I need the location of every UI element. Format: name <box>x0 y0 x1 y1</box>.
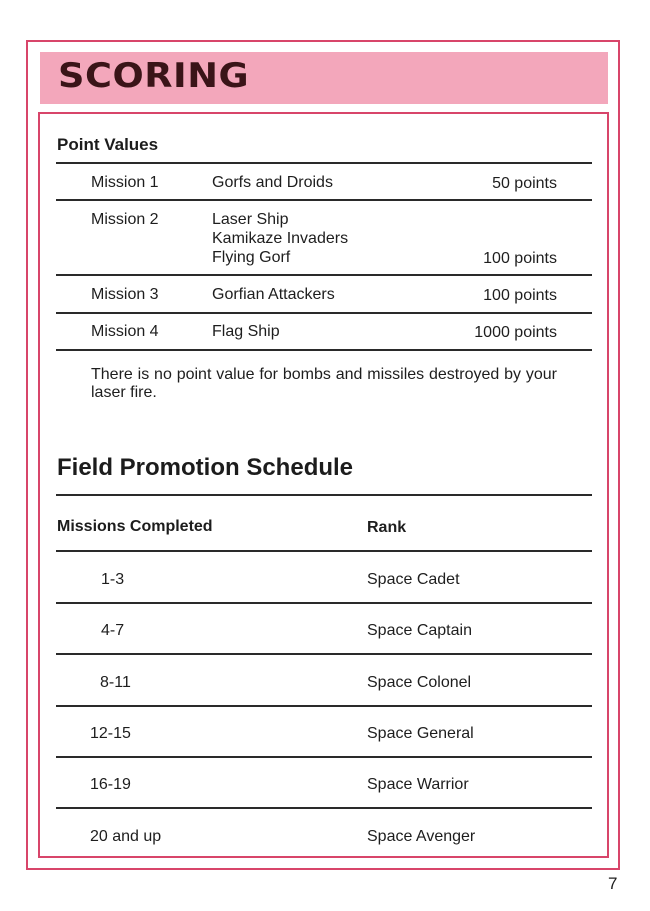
target-name: Laser Ship <box>212 211 289 228</box>
page-number: 7 <box>608 874 618 893</box>
divider <box>56 274 592 276</box>
missions-completed-header: Missions Completed <box>57 518 213 535</box>
divider <box>56 349 592 351</box>
point-value: 1000 points <box>474 324 557 341</box>
mission-label: Mission 2 <box>91 211 159 228</box>
rank-name: Space Captain <box>367 622 472 639</box>
missions-range: 12-15 <box>90 725 131 742</box>
rank-name: Space Warrior <box>367 776 469 793</box>
divider <box>56 494 592 496</box>
point-value: 100 points <box>483 287 557 304</box>
target-name: Flag Ship <box>212 323 280 340</box>
divider <box>56 653 592 655</box>
rank-name: Space General <box>367 725 474 742</box>
missions-range: 16-19 <box>90 776 131 793</box>
rank-name: Space Avenger <box>367 828 476 845</box>
target-name: Gorfian Attackers <box>212 286 335 303</box>
rank-header: Rank <box>367 519 407 536</box>
rank-name: Space Colonel <box>367 674 472 691</box>
rank-name: Space Cadet <box>367 571 460 588</box>
divider <box>56 162 592 164</box>
target-name: Gorfs and Droids <box>212 174 333 191</box>
point-value: 100 points <box>483 250 557 267</box>
missions-range: 1-3 <box>101 571 125 588</box>
missions-range: 8-11 <box>100 674 131 691</box>
mission-label: Mission 1 <box>91 174 159 191</box>
missions-range: 4-7 <box>101 622 125 639</box>
divider <box>56 705 592 707</box>
divider <box>56 312 592 314</box>
divider <box>56 756 592 758</box>
divider <box>56 807 592 809</box>
divider <box>56 602 592 604</box>
point-value: 50 points <box>492 175 557 192</box>
point-values-heading: Point Values <box>57 135 159 154</box>
point-values-note: There is no point value for bombs and missiles destroyed by your laser fire. <box>91 366 557 401</box>
divider <box>56 550 592 552</box>
mission-label: Mission 3 <box>91 286 159 303</box>
target-name: Kamikaze Invaders <box>212 230 349 247</box>
page-title: SCORING <box>58 56 250 96</box>
mission-label: Mission 4 <box>91 323 159 340</box>
missions-range: 20 and up <box>90 828 162 845</box>
target-name: Flying Gorf <box>212 249 291 266</box>
divider <box>56 199 592 201</box>
promotion-heading: Field Promotion Schedule <box>57 454 354 481</box>
